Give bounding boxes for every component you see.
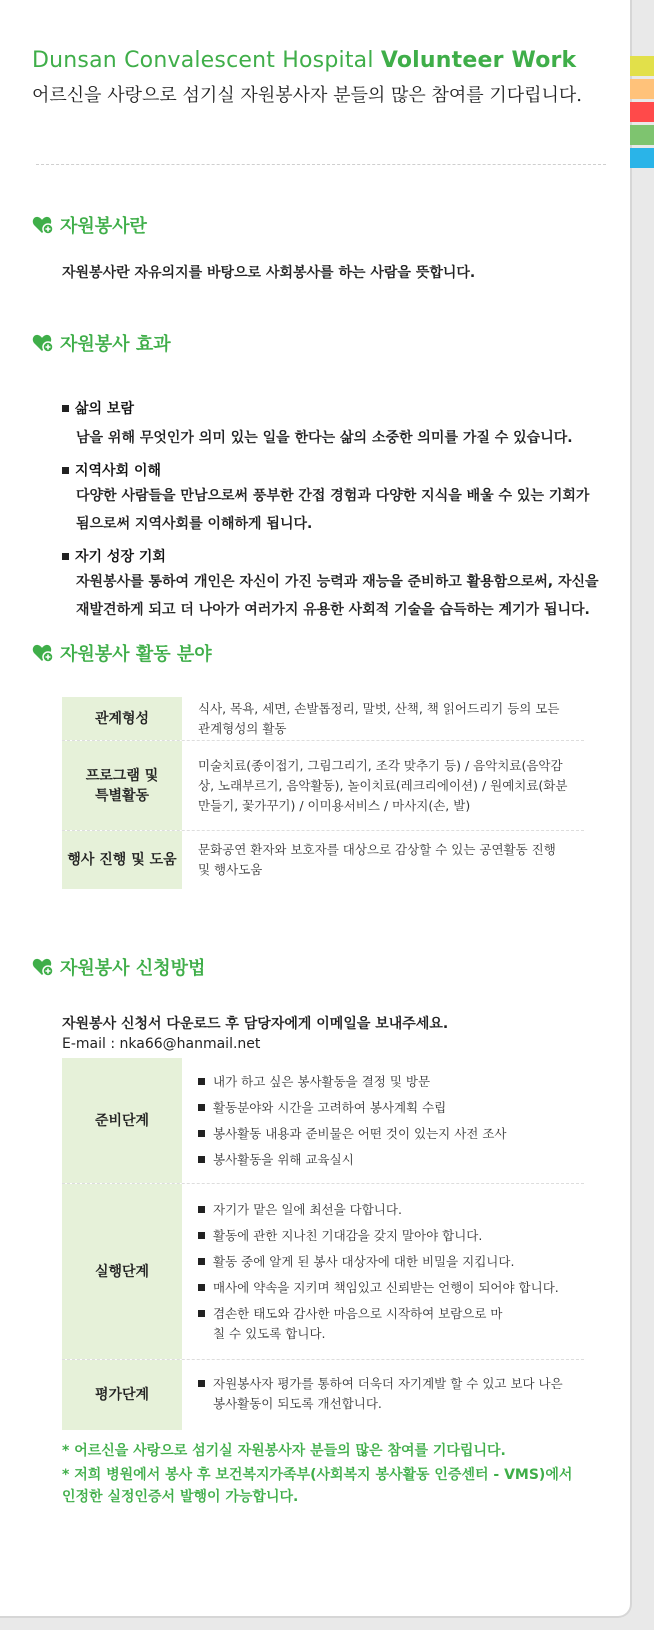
list-item: 활동분야와 시간을 고려하여 봉사계획 수립 (198, 1098, 568, 1118)
section-heading-what-is (32, 212, 147, 238)
row-value: 미술치료(종이접기, 그림그리기, 조각 맞추기 등) / 음악치료(음악감상, 노래부르기, 음악활동), 놀이치료(레크리에이션) / 원예치료(화분만들기, 꽃가꾸기) / 이미용서비스 / 마사지(손, 발) (198, 757, 568, 813)
list-item: 활동에 관한 지나친 기대감을 갖지 말아야 합니다. (198, 1226, 568, 1246)
side-tab-orange[interactable] (630, 79, 654, 99)
heart-plus-icon (32, 215, 54, 235)
section-heading-effects (32, 330, 171, 356)
divider (36, 164, 606, 165)
square-bullet-icon (198, 1206, 205, 1213)
square-bullet-icon (198, 1078, 205, 1085)
square-bullet-icon (198, 1156, 205, 1163)
heart-plus-icon (32, 957, 54, 977)
row-label: 행사 진행 및 도움 (62, 831, 182, 889)
table-row (62, 741, 584, 831)
title-bold: Volunteer Work (380, 48, 577, 73)
row-label: 실행단계 (62, 1184, 182, 1359)
table-row (62, 1360, 584, 1430)
side-color-tabs (630, 56, 654, 171)
page-subtitle: 어르신을 사랑으로 섬기실 자원봉사자 분들의 많은 참여를 기다립니다. (32, 85, 583, 106)
section-title: 자원봉사 신청방법 (60, 958, 206, 979)
list-item: 봉사활동을 위해 교육실시 (198, 1150, 568, 1170)
row-label: 준비단계 (62, 1058, 182, 1183)
effect-desc: 자원봉사를 통하여 개인은 자신이 가진 능력과 재능을 준비하고 활용함으로써, 자신을 재발견하게 되고 더 나아가 여러가지 유용한 사회적 기술을 습득하는 계기가 됩니다. (76, 574, 599, 618)
heart-plus-icon (32, 643, 54, 663)
apply-instruction: 자원봉사 신청서 다운로드 후 담당자에게 이메일을 보내주세요. (62, 1016, 449, 1032)
effect-desc: 다양한 사람들을 만남으로써 풍부한 간접 경험과 다양한 지식을 배울 수 있는 기회가 됨으로써 지역사회를 이해하게 됩니다. (76, 488, 590, 532)
section-heading-apply (32, 954, 205, 980)
row-value: 문화공연 환자와 보호자를 대상으로 감상할 수 있는 공연활동 진행 및 행사도움 (198, 842, 556, 877)
table-row (62, 831, 584, 889)
list-item (62, 546, 602, 624)
square-bullet-icon (198, 1310, 205, 1317)
effects-list (62, 398, 602, 632)
row-value: 식사, 목욕, 세면, 손발톱정리, 말벗, 산책, 책 읽어드리기 등의 모든 관계형성의 활동 (198, 700, 560, 736)
effect-title: 자기 성장 기회 (75, 549, 166, 565)
effect-title: 지역사회 이해 (75, 463, 162, 479)
row-items (182, 1058, 584, 1183)
square-bullet-icon (62, 553, 69, 560)
list-item: 내가 하고 싶은 봉사활동을 결정 및 방문 (198, 1072, 568, 1092)
table-row (62, 697, 584, 741)
apply-steps-table (62, 1058, 584, 1430)
list-item (62, 398, 602, 452)
square-bullet-icon (198, 1130, 205, 1137)
list-item: 자원봉사자 평가를 통하여 더욱더 자기계발 할 수 있고 보다 나은 봉사활동이 되도록 개선합니다. (198, 1374, 568, 1414)
square-bullet-icon (62, 405, 69, 412)
side-tab-yellow[interactable] (630, 56, 654, 76)
page-title (32, 48, 582, 73)
square-bullet-icon (198, 1232, 205, 1239)
list-item: 매사에 약속을 지키며 책임있고 신뢰받는 언행이 되어야 합니다. (198, 1278, 568, 1298)
effect-title: 삶의 보람 (75, 401, 134, 417)
fields-table (62, 697, 584, 889)
notes (62, 1440, 582, 1510)
square-bullet-icon (62, 467, 69, 474)
section-heading-fields (32, 640, 212, 666)
side-tab-green[interactable] (630, 125, 654, 145)
intro-text: 자원봉사란 자유의지를 바탕으로 사회봉사를 하는 사람을 뜻합니다. (62, 265, 476, 281)
list-item (62, 460, 602, 538)
heart-plus-icon (32, 333, 54, 353)
list-item: 봉사활동 내용과 준비물은 어떤 것이 있는지 사전 조사 (198, 1124, 568, 1144)
list-item: 자기가 맡은 일에 최선을 다합니다. (198, 1200, 568, 1220)
side-tab-blue[interactable] (630, 148, 654, 168)
list-item: 활동 중에 알게 된 봉사 대상자에 대한 비밀을 지킵니다. (198, 1252, 568, 1272)
side-tab-red[interactable] (630, 102, 654, 122)
section-title: 자원봉사 활동 분야 (60, 644, 212, 665)
row-label: 평가단계 (62, 1360, 182, 1430)
table-row (62, 1058, 584, 1184)
note-text: * 저희 병원에서 봉사 후 보건복지가족부(사회복지 봉사활동 인증센터 - VMS)에서 인정한 실정인증서 발행이 가능합니다. (62, 1467, 573, 1505)
table-row (62, 1184, 584, 1360)
square-bullet-icon (198, 1104, 205, 1111)
section-title: 자원봉사 효과 (60, 334, 171, 355)
row-items (182, 1184, 584, 1359)
apply-instructions (62, 1014, 448, 1054)
list-item: 겸손한 태도와 감사한 마음으로 시작하여 보람으로 마칠 수 있도록 합니다. (198, 1304, 568, 1344)
section-title: 자원봉사란 (60, 216, 147, 237)
square-bullet-icon (198, 1284, 205, 1291)
page-header (32, 48, 582, 107)
row-items (182, 1360, 584, 1430)
title-normal: Dunsan Convalescent Hospital (32, 48, 374, 73)
note-text: * 어르신을 사랑으로 섬기실 자원봉사자 분들의 많은 참여를 기다립니다. (62, 1443, 506, 1459)
email-link[interactable]: E-mail : nka66@hanmail.net (62, 1036, 261, 1052)
square-bullet-icon (198, 1258, 205, 1265)
row-label: 프로그램 및 특별활동 (62, 741, 182, 830)
square-bullet-icon (198, 1380, 205, 1387)
row-label: 관계형성 (62, 697, 182, 740)
effect-desc: 남을 위해 무엇인가 의미 있는 일을 한다는 삶의 소중한 의미를 가질 수 있습니다. (76, 430, 573, 446)
